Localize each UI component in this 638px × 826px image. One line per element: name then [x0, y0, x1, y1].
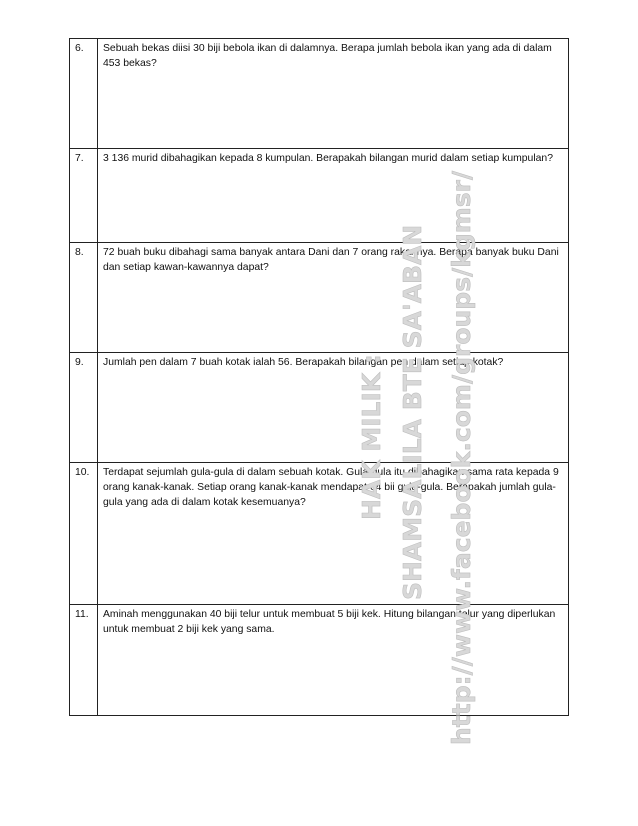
- question-row: [70, 353, 569, 463]
- question-row: [70, 605, 569, 716]
- question-text: Aminah menggunakan 40 biji telur untuk membuat 5 biji kek. Hitung bilangan telur yang diperlukan untuk membuat 2 biji kek yang sama.: [98, 605, 569, 716]
- worksheet: [69, 38, 569, 716]
- question-number: 8.: [70, 243, 98, 353]
- question-number: 11.: [70, 605, 98, 716]
- question-row: [70, 243, 569, 353]
- question-number: 9.: [70, 353, 98, 463]
- question-number: 10.: [70, 463, 98, 605]
- question-row: [70, 149, 569, 243]
- question-text: 3 136 murid dibahagikan kepada 8 kumpulan. Berapakah bilangan murid dalam setiap kumpulan?: [98, 149, 569, 243]
- question-row: [70, 39, 569, 149]
- watermark-url: http://www.facebook.com/groups/kgmsr/: [447, 170, 476, 745]
- question-text: Jumlah pen dalam 7 buah kotak ialah 56. Berapakah bilangan pen dalam setiap kotak?: [98, 353, 569, 463]
- question-text: 72 buah buku dibahagi sama banyak antara Dani dan 7 orang rakannya. Berapa banyak buku Dani dan setiap kawan-kawannya dapat?: [98, 243, 569, 353]
- question-text: Terdapat sejumlah gula-gula di dalam sebuah kotak. Gula-gula itu dibahagikan sama rata kepada 9 orang kanak-kanak. Setiap orang kanak-kanak mendapat 64 bii gula-gula. Berapakah jumlah gula-gula yang ada di dalam kotak kesemuanya?: [98, 463, 569, 605]
- question-number: 7.: [70, 149, 98, 243]
- watermark-owner-name: SHAMSALILA BTE SA'ABAN: [398, 224, 427, 600]
- watermark-owner-label: HAK MILIK :: [357, 354, 386, 520]
- question-row: [70, 463, 569, 605]
- questions-table: [69, 38, 569, 716]
- question-text: Sebuah bekas diisi 30 biji bebola ikan di dalamnya. Berapa jumlah bebola ikan yang ada di dalam 453 bekas?: [98, 39, 569, 149]
- question-number: 6.: [70, 39, 98, 149]
